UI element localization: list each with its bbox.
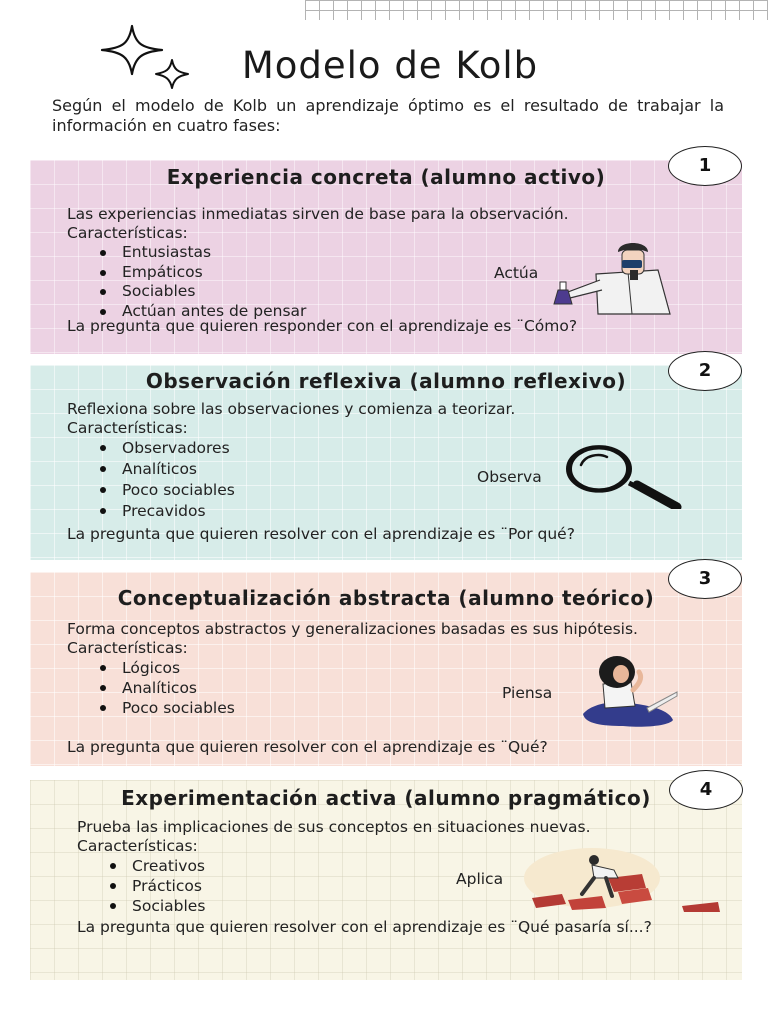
phase-title: Observación reflexiva (alumno reflexivo) <box>145 369 627 393</box>
list-item: Empáticos <box>122 263 569 283</box>
characteristics-list <box>67 438 515 522</box>
phase-question: La pregunta que quieren resolver con el aprendizaje es ¨Qué? <box>67 738 548 756</box>
list-item: Creativos <box>132 856 591 876</box>
phase-verb: Aplica <box>456 870 504 888</box>
list-item: Actúan antes de pensar <box>122 302 569 322</box>
phase-number-badge: 3 <box>668 559 742 599</box>
list-item: Entusiastas <box>122 243 569 263</box>
list-item: Sociables <box>132 896 591 916</box>
phase-title: Experimentación activa (alumno pragmático) <box>121 786 651 810</box>
phase-description: Las experiencias inmediatas sirven de base para la observación. <box>67 205 569 223</box>
puzzle-worker-icon <box>522 848 722 913</box>
phase-verb: Piensa <box>502 684 553 702</box>
phase-title: Experiencia concreta (alumno activo) <box>166 165 606 189</box>
magnifying-glass-icon <box>563 443 683 509</box>
phase-number-badge: 2 <box>668 351 742 391</box>
scientist-icon <box>538 240 673 315</box>
phase-card-3 <box>30 572 742 766</box>
phase-body <box>67 400 515 522</box>
characteristics-label: Características: <box>67 224 188 242</box>
list-item: Observadores <box>122 438 515 459</box>
phase-verb: Actúa <box>494 264 539 282</box>
intro-text: Según el modelo de Kolb un aprendizaje óptimo es el resultado de trabajar la información en cuatro fases: <box>52 96 724 135</box>
phase-description: Forma conceptos abstractos y generalizaciones basadas es sus hipótesis. <box>67 620 638 638</box>
phase-verb: Observa <box>477 468 542 486</box>
phase-question: La pregunta que quieren responder con el aprendizaje es ¨Cómo? <box>67 317 578 335</box>
list-item: Analíticos <box>122 459 515 480</box>
list-item: Poco sociables <box>122 480 515 501</box>
page-title: Modelo de Kolb <box>241 44 539 87</box>
characteristics-list <box>67 243 569 321</box>
phase-description: Reflexiona sobre las observaciones y comienza a teorizar. <box>67 400 516 418</box>
list-item: Analíticos <box>122 678 715 698</box>
characteristics-label: Características: <box>67 639 188 657</box>
phase-body <box>77 818 591 916</box>
phase-number-badge: 1 <box>668 146 742 186</box>
phase-question: La pregunta que quieren resolver con el aprendizaje es ¨Qué pasaría sí...? <box>77 918 652 936</box>
characteristics-label: Características: <box>67 419 188 437</box>
thinking-woman-icon <box>573 654 678 729</box>
phase-card-4 <box>30 780 742 980</box>
list-item: Sociables <box>122 282 569 302</box>
phase-description: Prueba las implicaciones de sus conceptos en situaciones nuevas. <box>77 818 591 836</box>
phase-card-1 <box>30 160 742 354</box>
phase-title: Conceptualización abstracta (alumno teórico) <box>117 586 655 610</box>
list-item: Lógicos <box>122 658 715 678</box>
list-item: Poco sociables <box>122 698 715 718</box>
corner-grid-decoration <box>305 0 768 20</box>
phase-body <box>67 205 569 321</box>
phase-card-2 <box>30 365 742 560</box>
phase-number-badge: 4 <box>669 770 743 810</box>
characteristics-list <box>77 856 591 916</box>
phase-question: La pregunta que quieren resolver con el aprendizaje es ¨Por qué? <box>67 525 575 543</box>
list-item: Prácticos <box>132 876 591 896</box>
characteristics-label: Características: <box>77 837 198 855</box>
list-item: Precavidos <box>122 501 515 522</box>
